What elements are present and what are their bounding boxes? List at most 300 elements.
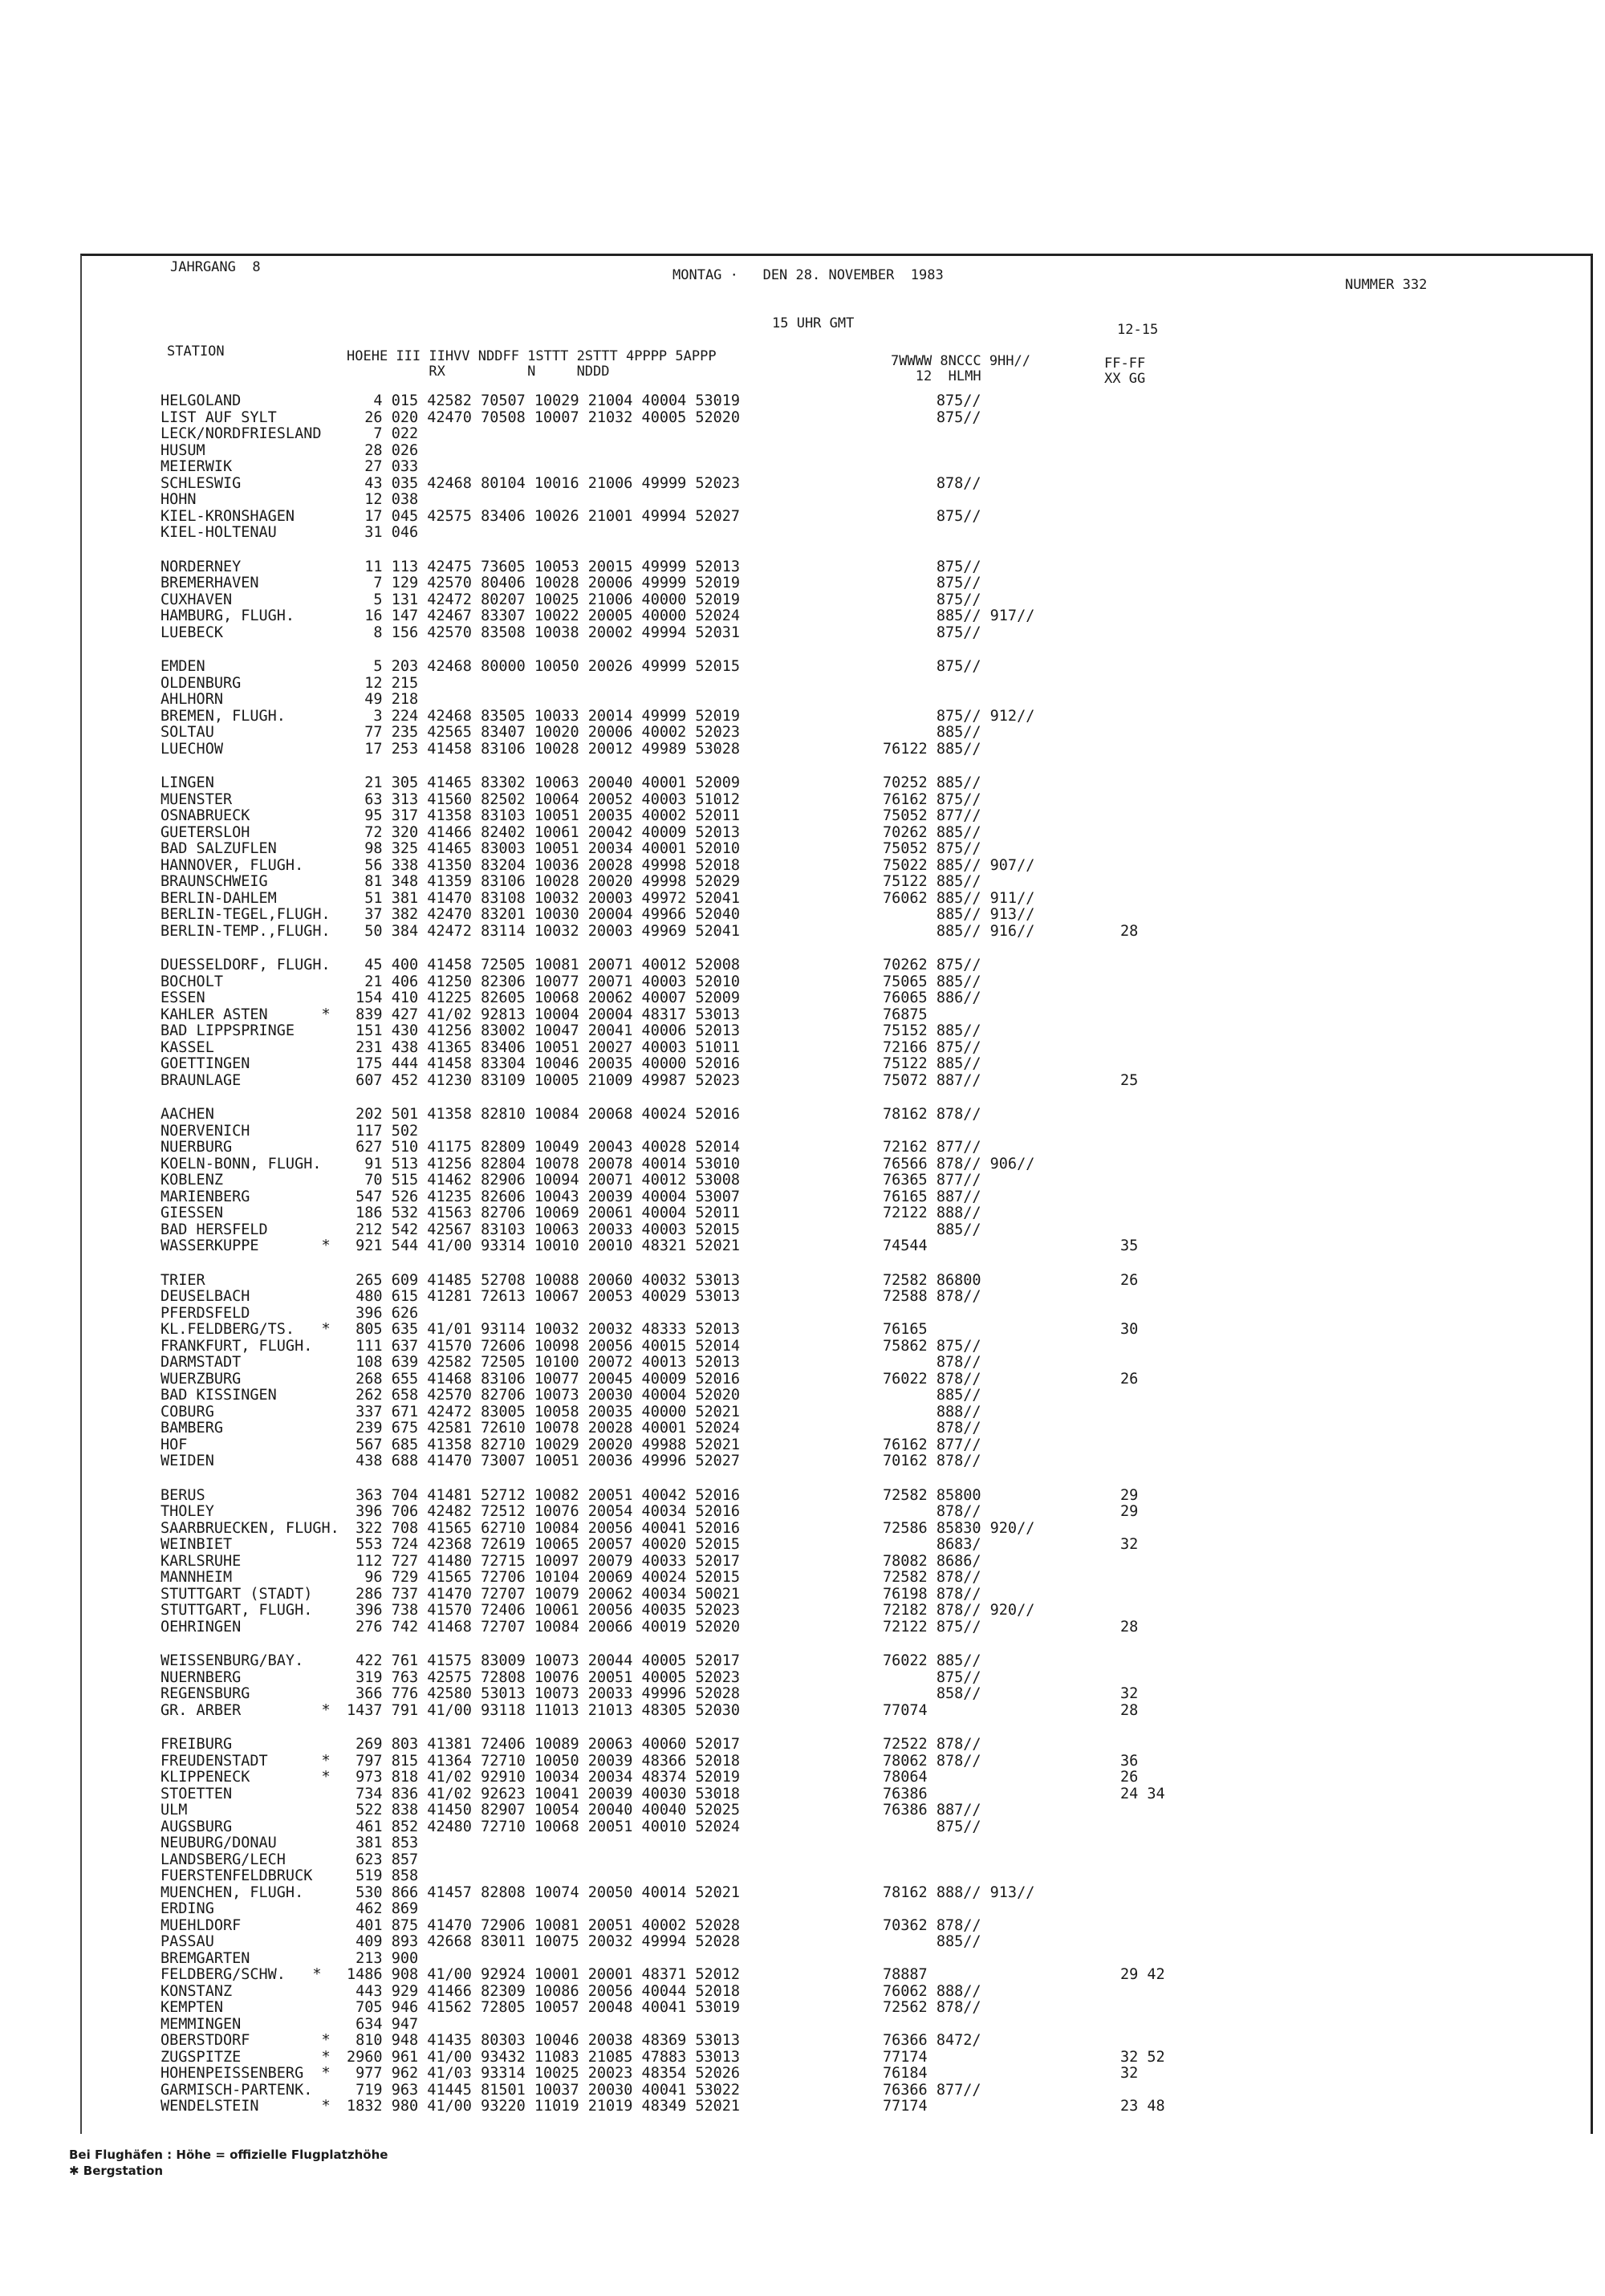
station-observation: 7 129 42570 80406 10028 20006 49999 52019 (347, 575, 741, 591)
station-extra: 878// (883, 1354, 981, 1371)
station-extra: 76062 888// (883, 1982, 981, 2000)
station-observation: 265 609 41485 52708 10088 20060 40032 53013 (347, 1271, 741, 1289)
station-name: HOHN (160, 491, 197, 508)
station-observation: 50 384 42472 83114 10032 20003 49969 52041 (347, 922, 741, 940)
station-observation: 363 704 41481 52712 10082 20051 40042 52016 (347, 1486, 741, 1504)
station-name: KLIPPENECK * (160, 1769, 331, 1786)
station-extra: 70252 885// (883, 774, 981, 791)
station-name: NUERNBERG (160, 1668, 242, 1686)
station-extra: 76386 (883, 1785, 928, 1802)
station-name: OBERSTDORF * (160, 2032, 331, 2049)
station-observation: 77 235 42565 83407 10020 20006 40002 52023 (347, 724, 741, 741)
station-observation: 154 410 41225 82605 10068 20062 40007 52009 (347, 990, 741, 1006)
station-extra: 76875 (883, 1006, 928, 1023)
station-name: BOCHOLT (160, 973, 223, 990)
station-extra: 8683/ (883, 1536, 981, 1553)
station-observation: 31 046 (347, 524, 419, 541)
station-observation: 49 218 (347, 691, 419, 708)
station-observation: 1437 791 41/00 93118 11013 21013 48305 52030 (347, 1701, 741, 1719)
station-extra: 885// 917// (883, 608, 1035, 624)
station-extra: 76366 877// (883, 2081, 981, 2099)
station-observation: 81 348 41359 83106 10028 20020 49998 52029 (347, 873, 741, 890)
station-name: HANNOVER, FLUGH. (160, 856, 304, 874)
station-gust: 29 (1120, 1503, 1139, 1520)
station-observation: 17 253 41458 83106 10028 20012 49989 53028 (347, 740, 741, 758)
station-extra: 77074 (883, 1701, 928, 1719)
station-extra: 76366 8472/ (883, 2032, 981, 2049)
station-name: STUTTGART, FLUGH. (160, 1602, 313, 1619)
station-name: BAMBERG (160, 1420, 223, 1437)
station-observation: 627 510 41175 82809 10049 20043 40028 52014 (347, 1139, 741, 1156)
station-name: MEIERWIK (160, 458, 233, 475)
station-name: WEIDEN (160, 1453, 214, 1469)
hour-range-label: 12-15 (1117, 322, 1159, 338)
station-observation: 530 866 41457 82808 10074 20050 40014 52021 (347, 1884, 741, 1901)
station-name: KIEL-HOLTENAU (160, 524, 277, 541)
station-extra: 76065 886// (883, 990, 981, 1006)
station-name: SCHLESWIG (160, 474, 242, 492)
station-name: MANNHEIM (160, 1569, 233, 1586)
station-extra: 885// (883, 1387, 981, 1404)
station-name: GIESSEN (160, 1205, 223, 1221)
station-name: KOBLENZ (160, 1172, 223, 1189)
station-name: ERDING (160, 1900, 214, 1917)
station-name: LIST AUF SYLT (160, 408, 277, 426)
station-observation: 805 635 41/01 93114 10032 20032 48333 52013 (347, 1321, 741, 1338)
station-extra: 72182 878// 920// (883, 1602, 1035, 1619)
station-extra: 76162 877// (883, 1436, 981, 1453)
station-extra: 875// (883, 558, 981, 575)
station-name: OEHRINGEN (160, 1618, 242, 1636)
station-name: ZUGSPITZE * (160, 2048, 331, 2066)
station-gust: 32 (1120, 1685, 1139, 1702)
station-extra: 74544 (883, 1237, 928, 1254)
station-extra: 875// (883, 658, 981, 675)
station-name: BREMGARTEN (160, 1949, 250, 1967)
station-extra: 885// (883, 1221, 981, 1238)
station-name: BAD HERSFELD (160, 1221, 268, 1238)
station-observation: 634 947 (347, 2015, 419, 2033)
station-observation: 567 685 41358 82710 10029 20020 49988 52021 (347, 1436, 741, 1453)
station-observation: 7 022 (347, 425, 419, 442)
station-gust: 28 (1120, 922, 1139, 940)
station-observation: 63 313 41560 82502 10064 20052 40003 51012 (347, 790, 741, 808)
station-observation: 16 147 42467 83307 10022 20005 40000 52024 (347, 608, 741, 624)
station-observation: 70 515 41462 82906 10094 20071 40012 53008 (347, 1172, 741, 1189)
station-observation: 43 035 42468 80104 10016 21006 49999 52023 (347, 474, 741, 492)
station-observation: 5 203 42468 80000 10050 20026 49999 52015 (347, 658, 741, 675)
station-extra: 75152 885// (883, 1022, 981, 1039)
station-extra: 78162 888// 913// (883, 1884, 1035, 1901)
station-extra: 75065 885// (883, 973, 981, 990)
station-observation: 547 526 41235 82606 10043 20039 40004 53007 (347, 1188, 741, 1205)
station-extra: 76122 885// (883, 740, 981, 758)
station-observation: 202 501 41358 82810 10084 20068 40024 52016 (347, 1106, 741, 1123)
station-observation: 322 708 41565 62710 10084 20056 40041 52016 (347, 1519, 741, 1537)
station-name: BERLIN-TEGEL,FLUGH. (160, 906, 331, 923)
station-name: FRANKFURT, FLUGH. (160, 1337, 313, 1355)
station-extra: 76184 (883, 2065, 928, 2082)
station-extra: 875// (883, 575, 981, 591)
station-name: STUTTGART (STADT) (160, 1585, 313, 1603)
footnote-airports: Bei Flughäfen : Höhe = offizielle Flugplatzhöhe (69, 2148, 388, 2162)
station-name: ULM (160, 1802, 188, 1819)
station-name: AACHEN (160, 1106, 214, 1123)
station-gust: 32 (1120, 2065, 1139, 2082)
station-observation: 21 305 41465 83302 10063 20040 40001 52009 (347, 774, 741, 791)
station-extra: 72162 877// (883, 1139, 981, 1156)
station-observation: 12 215 (347, 674, 419, 692)
station-name: LUECHOW (160, 740, 223, 758)
station-name: KOELN-BONN, FLUGH. (160, 1155, 322, 1172)
station-column-header: STATION (167, 343, 225, 360)
station-extra: 875// (883, 1818, 981, 1835)
date-label: MONTAG · DEN 28. NOVEMBER 1983 (672, 267, 944, 283)
station-extra: 72562 878// (883, 1999, 981, 2016)
station-name: MUENSTER (160, 790, 233, 808)
station-gust: 26 (1120, 1769, 1139, 1786)
station-name: DEUSELBACH (160, 1288, 250, 1305)
station-observation: 21 406 41250 82306 10077 20071 40003 52010 (347, 973, 741, 990)
station-name: BREMEN, FLUGH. (160, 707, 286, 725)
station-name: WEISSENBURG/BAY. (160, 1652, 304, 1669)
station-name: MEMMINGEN (160, 2015, 242, 2033)
station-extra: 78064 (883, 1769, 928, 1786)
station-observation: 37 382 42470 83201 10030 20004 49966 52040 (347, 906, 741, 923)
station-extra: 888// (883, 1403, 981, 1420)
station-name: NUERBURG (160, 1139, 233, 1156)
station-observation: 839 427 41/02 92813 10004 20004 48317 53013 (347, 1006, 741, 1023)
station-extra: 858// (883, 1685, 981, 1702)
station-name: WASSERKUPPE * (160, 1237, 331, 1254)
station-observation: 268 655 41468 83106 10077 20045 40009 52016 (347, 1370, 741, 1388)
station-name: FREIBURG (160, 1736, 233, 1753)
station-name: KEMPTEN (160, 1999, 223, 2016)
station-observation: 56 338 41350 83204 10036 20028 49998 52018 (347, 856, 741, 874)
station-observation: 51 381 41470 83108 10032 20003 49972 52041 (347, 889, 741, 907)
station-extra: 72582 878// (883, 1569, 981, 1586)
station-extra: 77174 (883, 2098, 928, 2115)
station-name: KONSTANZ (160, 1982, 233, 2000)
station-extra: 75052 877// (883, 807, 981, 824)
station-observation: 553 724 42368 72619 10065 20057 40020 52015 (347, 1536, 741, 1553)
station-name: ESSEN (160, 990, 205, 1006)
issue-number: NUMMER 332 (1345, 277, 1428, 293)
station-observation: 519 858 (347, 1867, 419, 1884)
station-observation: 117 502 (347, 1122, 419, 1140)
station-extra: 78162 878// (883, 1106, 981, 1123)
station-observation: 810 948 41435 80303 10046 20038 48369 53013 (347, 2032, 741, 2049)
station-gust: 28 (1120, 1618, 1139, 1636)
station-observation: 5 131 42472 80207 10025 21006 40000 52019 (347, 591, 741, 608)
station-gust: 29 (1120, 1486, 1139, 1504)
station-observation: 734 836 41/02 92623 10041 20039 40030 53018 (347, 1785, 741, 1802)
station-name: LINGEN (160, 774, 214, 791)
wind-column-header: FF-FF (1104, 356, 1146, 372)
station-observation: 4 015 42582 70507 10029 21004 40004 53019 (347, 392, 741, 409)
station-name: KL.FELDBERG/TS. * (160, 1321, 331, 1338)
station-name: MARIENBERG (160, 1188, 250, 1205)
station-name: BREMERHAVEN (160, 575, 259, 591)
station-observation: 276 742 41468 72707 10084 20066 40019 52020 (347, 1618, 741, 1636)
station-extra: 72122 888// (883, 1205, 981, 1221)
station-observation: 396 738 41570 72406 10061 20056 40035 52023 (347, 1602, 741, 1619)
main-column-header: HOEHE III IIHVV NDDFF 1STTT 2STTT 4PPPP 5APPP (347, 348, 717, 364)
station-observation: 438 688 41470 73007 10051 20036 49996 52027 (347, 1453, 741, 1469)
station-name: NEUBURG/DONAU (160, 1835, 277, 1851)
station-name: THOLEY (160, 1503, 214, 1520)
station-name: KARLSRUHE (160, 1552, 242, 1570)
station-extra: 72122 875// (883, 1618, 981, 1636)
station-name: OSNABRUECK (160, 807, 250, 824)
station-name: GOETTINGEN (160, 1055, 250, 1072)
station-name: KIEL-KRONSHAGEN (160, 507, 295, 525)
station-gust: 26 (1120, 1370, 1139, 1388)
station-observation: 11 113 42475 73605 10053 20015 49999 52013 (347, 558, 741, 575)
station-gust: 29 42 (1120, 1966, 1165, 1983)
station-extra: 878// (883, 1420, 981, 1437)
station-name: BERUS (160, 1486, 205, 1504)
station-extra: 875// (883, 507, 981, 525)
station-extra: 78082 8686/ (883, 1552, 981, 1570)
station-extra: 76365 877// (883, 1172, 981, 1189)
station-observation: 112 727 41480 72715 10097 20079 40033 52017 (347, 1552, 741, 1570)
station-extra: 885// (883, 724, 981, 741)
station-extra: 875// 912// (883, 707, 1035, 725)
station-extra: 875// (883, 392, 981, 409)
station-observation: 95 317 41358 83103 10051 20035 40002 52011 (347, 807, 741, 824)
station-extra: 78887 (883, 1966, 928, 1983)
station-observation: 719 963 41445 81501 10037 20030 40041 53022 (347, 2081, 741, 2099)
station-extra: 76162 875// (883, 790, 981, 808)
station-observation: 422 761 41575 83009 10073 20044 40005 52017 (347, 1652, 741, 1669)
station-extra: 76062 885// 911// (883, 889, 1035, 907)
station-name: MUEHLDORF (160, 1916, 242, 1934)
station-name: LUEBECK (160, 624, 223, 641)
station-extra: 72166 875// (883, 1038, 981, 1056)
station-gust: 32 (1120, 1536, 1139, 1553)
station-observation: 366 776 42580 53013 10073 20033 49996 52028 (347, 1685, 741, 1702)
station-extra: 72582 86800 (883, 1271, 981, 1289)
wind-column-subheader: XX GG (1104, 371, 1146, 387)
station-name: HOHENPEISSENBERG * (160, 2065, 331, 2082)
station-observation: 3 224 42468 83505 10033 20014 49999 52019 (347, 707, 741, 725)
station-observation: 461 852 42480 72710 10068 20051 40010 52024 (347, 1818, 741, 1835)
station-extra: 78062 878// (883, 1752, 981, 1770)
station-extra: 885// (883, 1933, 981, 1950)
station-name: HOF (160, 1436, 188, 1453)
extra-column-header: 7WWWW 8NCCC 9HH// (891, 353, 1030, 369)
station-extra: 875// (883, 1668, 981, 1686)
station-observation: 623 857 (347, 1851, 419, 1868)
station-extra: 76566 878// 906// (883, 1155, 1035, 1172)
station-name: FELDBERG/SCHW. * (160, 1966, 322, 1983)
station-observation: 1832 980 41/00 93220 11019 21019 48349 52021 (347, 2098, 741, 2115)
station-name: WUERZBURG (160, 1370, 242, 1388)
station-gust: 25 (1120, 1071, 1139, 1089)
station-extra: 76198 878// (883, 1585, 981, 1603)
station-name: LECK/NORDFRIESLAND (160, 425, 322, 442)
station-observation: 98 325 41465 83003 10051 20034 40001 52010 (347, 840, 741, 857)
station-observation: 396 706 42482 72512 10076 20054 40034 52016 (347, 1503, 741, 1520)
station-extra: 70162 878// (883, 1453, 981, 1469)
station-observation: 443 929 41466 82309 10086 20056 40044 52018 (347, 1982, 741, 2000)
station-extra: 878// (883, 474, 981, 492)
station-gust: 35 (1120, 1237, 1139, 1254)
station-extra: 72522 878// (883, 1736, 981, 1753)
station-name: SAARBRUECKEN, FLUGH. (160, 1519, 339, 1537)
station-observation: 262 658 42570 82706 10073 20030 40004 52020 (347, 1387, 741, 1404)
station-name: FREUDENSTADT * (160, 1752, 331, 1770)
station-observation: 2960 961 41/00 93432 11083 21085 47883 53013 (347, 2048, 741, 2066)
station-name: BRAUNLAGE (160, 1071, 242, 1089)
station-name: COBURG (160, 1403, 214, 1420)
station-observation: 396 626 (347, 1304, 419, 1322)
station-observation: 186 532 41563 82706 10069 20061 40004 52011 (347, 1205, 741, 1221)
station-extra: 75122 885// (883, 873, 981, 890)
station-observation: 381 853 (347, 1835, 419, 1851)
station-name: HAMBURG, FLUGH. (160, 608, 295, 624)
station-name: GUETERSLOH (160, 823, 250, 841)
station-extra: 70262 875// (883, 957, 981, 973)
station-extra: 885// 916// (883, 922, 1035, 940)
station-observation: 319 763 42575 72808 10076 20051 40005 52023 (347, 1668, 741, 1686)
station-name: HUSUM (160, 441, 205, 459)
station-extra: 70362 878// (883, 1916, 981, 1934)
station-name: NOERVENICH (160, 1122, 250, 1140)
station-observation: 8 156 42570 83508 10038 20002 49994 52031 (347, 624, 741, 641)
station-gust: 23 48 (1120, 2098, 1165, 2115)
station-observation: 96 729 41565 72706 10104 20069 40024 52015 (347, 1569, 741, 1586)
station-observation: 480 615 41281 72613 10067 20053 40029 53013 (347, 1288, 741, 1305)
station-gust: 32 52 (1120, 2048, 1165, 2066)
station-observation: 151 430 41256 83002 10047 20041 40006 52013 (347, 1022, 741, 1039)
station-gust: 24 34 (1120, 1785, 1165, 1802)
station-name: CUXHAVEN (160, 591, 233, 608)
station-name: FUERSTENFELDBRUCK (160, 1867, 313, 1884)
station-name: AUGSBURG (160, 1818, 233, 1835)
station-observation: 607 452 41230 83109 10005 21009 49987 52023 (347, 1071, 741, 1089)
station-extra: 77174 (883, 2048, 928, 2066)
station-name: WEINBIET (160, 1536, 233, 1553)
station-observation: 1486 908 41/00 92924 10001 20001 48371 52012 (347, 1966, 741, 1983)
station-observation: 108 639 42582 72505 10100 20072 40013 52013 (347, 1354, 741, 1371)
station-name: GARMISCH-PARTENK. (160, 2081, 313, 2099)
station-name: MUENCHEN, FLUGH. (160, 1884, 304, 1901)
station-name: DUESSELDORF, FLUGH. (160, 957, 331, 973)
station-name: BRAUNSCHWEIG (160, 873, 268, 890)
station-gust: 36 (1120, 1752, 1139, 1770)
station-name: REGENSBURG (160, 1685, 250, 1702)
station-extra: 70262 885// (883, 823, 981, 841)
station-observation: 72 320 41466 82402 10061 20042 40009 52013 (347, 823, 741, 841)
jahrgang-label: JAHRGANG 8 (170, 259, 261, 275)
station-observation: 17 045 42575 83406 10026 21001 49994 52027 (347, 507, 741, 525)
station-name: LANDSBERG/LECH (160, 1851, 286, 1868)
station-observation: 213 900 (347, 1949, 419, 1967)
station-name: WENDELSTEIN * (160, 2098, 331, 2115)
station-extra: 885// 913// (883, 906, 1035, 923)
station-name: OLDENBURG (160, 674, 242, 692)
station-observation: 409 893 42668 83011 10075 20032 49994 52028 (347, 1933, 741, 1950)
station-gust: 28 (1120, 1701, 1139, 1719)
station-name: BAD KISSINGEN (160, 1387, 277, 1404)
station-name: BAD SALZUFLEN (160, 840, 277, 857)
station-extra: 76022 878// (883, 1370, 981, 1388)
station-extra: 76022 885// (883, 1652, 981, 1669)
station-observation: 91 513 41256 82804 10078 20078 40014 53010 (347, 1155, 741, 1172)
station-name: KAHLER ASTEN * (160, 1006, 331, 1023)
station-name: BAD LIPPSPRINGE (160, 1022, 295, 1039)
station-observation: 239 675 42581 72610 10078 20028 40001 52024 (347, 1420, 741, 1437)
station-name: TRIER (160, 1271, 205, 1289)
footnote-mountain-station: ✱ Bergstation (69, 2164, 164, 2178)
station-name: KASSEL (160, 1038, 214, 1056)
station-name: GR. ARBER * (160, 1701, 331, 1719)
time-label: 15 UHR GMT (772, 315, 855, 331)
station-name: PFERDSFELD (160, 1304, 250, 1322)
station-name: NORDERNEY (160, 558, 242, 575)
station-observation: 921 544 41/00 93314 10010 20010 48321 52021 (347, 1237, 741, 1254)
station-name: PASSAU (160, 1933, 214, 1950)
station-extra: 76165 887// (883, 1188, 981, 1205)
station-observation: 977 962 41/03 93314 10025 20023 48354 52026 (347, 2065, 741, 2082)
station-extra: 75052 875// (883, 840, 981, 857)
station-observation: 27 033 (347, 458, 419, 475)
station-extra: 76386 887// (883, 1802, 981, 1819)
station-observation: 12 038 (347, 491, 419, 508)
station-name: EMDEN (160, 658, 205, 675)
station-observation: 45 400 41458 72505 10081 20071 40012 52008 (347, 957, 741, 973)
station-extra: 75122 885// (883, 1055, 981, 1072)
station-extra: 875// (883, 408, 981, 426)
station-name: AHLHORN (160, 691, 223, 708)
station-extra: 72588 878// (883, 1288, 981, 1305)
station-observation: 797 815 41364 72710 10050 20039 48366 52018 (347, 1752, 741, 1770)
station-observation: 973 818 41/02 92910 10034 20034 48374 52019 (347, 1769, 741, 1786)
station-extra: 875// (883, 591, 981, 608)
station-extra: 75862 875// (883, 1337, 981, 1355)
station-name: STOETTEN (160, 1785, 233, 1802)
station-observation: 462 869 (347, 1900, 419, 1917)
station-extra: 878// (883, 1503, 981, 1520)
station-name: DARMSTADT (160, 1354, 242, 1371)
station-extra: 72586 85830 920// (883, 1519, 1035, 1537)
station-name: BERLIN-DAHLEM (160, 889, 277, 907)
station-extra: 72582 85800 (883, 1486, 981, 1504)
station-observation: 269 803 41381 72406 10089 20063 40060 52017 (347, 1736, 741, 1753)
station-name: HELGOLAND (160, 392, 242, 409)
station-extra: 75022 885// 907// (883, 856, 1035, 874)
main-column-subheader: RX N NDDD (347, 364, 610, 380)
station-observation: 175 444 41458 83304 10046 20035 40000 52016 (347, 1055, 741, 1072)
station-name: BERLIN-TEMP.,FLUGH. (160, 922, 331, 940)
station-observation: 401 875 41470 72906 10081 20051 40002 52028 (347, 1916, 741, 1934)
station-extra: 76165 (883, 1321, 928, 1338)
station-extra: 875// (883, 624, 981, 641)
station-observation: 337 671 42472 83005 10058 20035 40000 52021 (347, 1403, 741, 1420)
station-gust: 30 (1120, 1321, 1139, 1338)
station-extra: 75072 887// (883, 1071, 981, 1089)
station-name: SOLTAU (160, 724, 214, 741)
station-observation: 28 026 (347, 441, 419, 459)
extra-column-subheader: 12 HLMH (891, 368, 981, 384)
station-gust: 26 (1120, 1271, 1139, 1289)
station-observation: 231 438 41365 83406 10051 20027 40003 51011 (347, 1038, 741, 1056)
station-observation: 212 542 42567 83103 10063 20033 40003 52015 (347, 1221, 741, 1238)
station-observation: 705 946 41562 72805 10057 20048 40041 53019 (347, 1999, 741, 2016)
station-observation: 26 020 42470 70508 10007 21032 40005 52020 (347, 408, 741, 426)
